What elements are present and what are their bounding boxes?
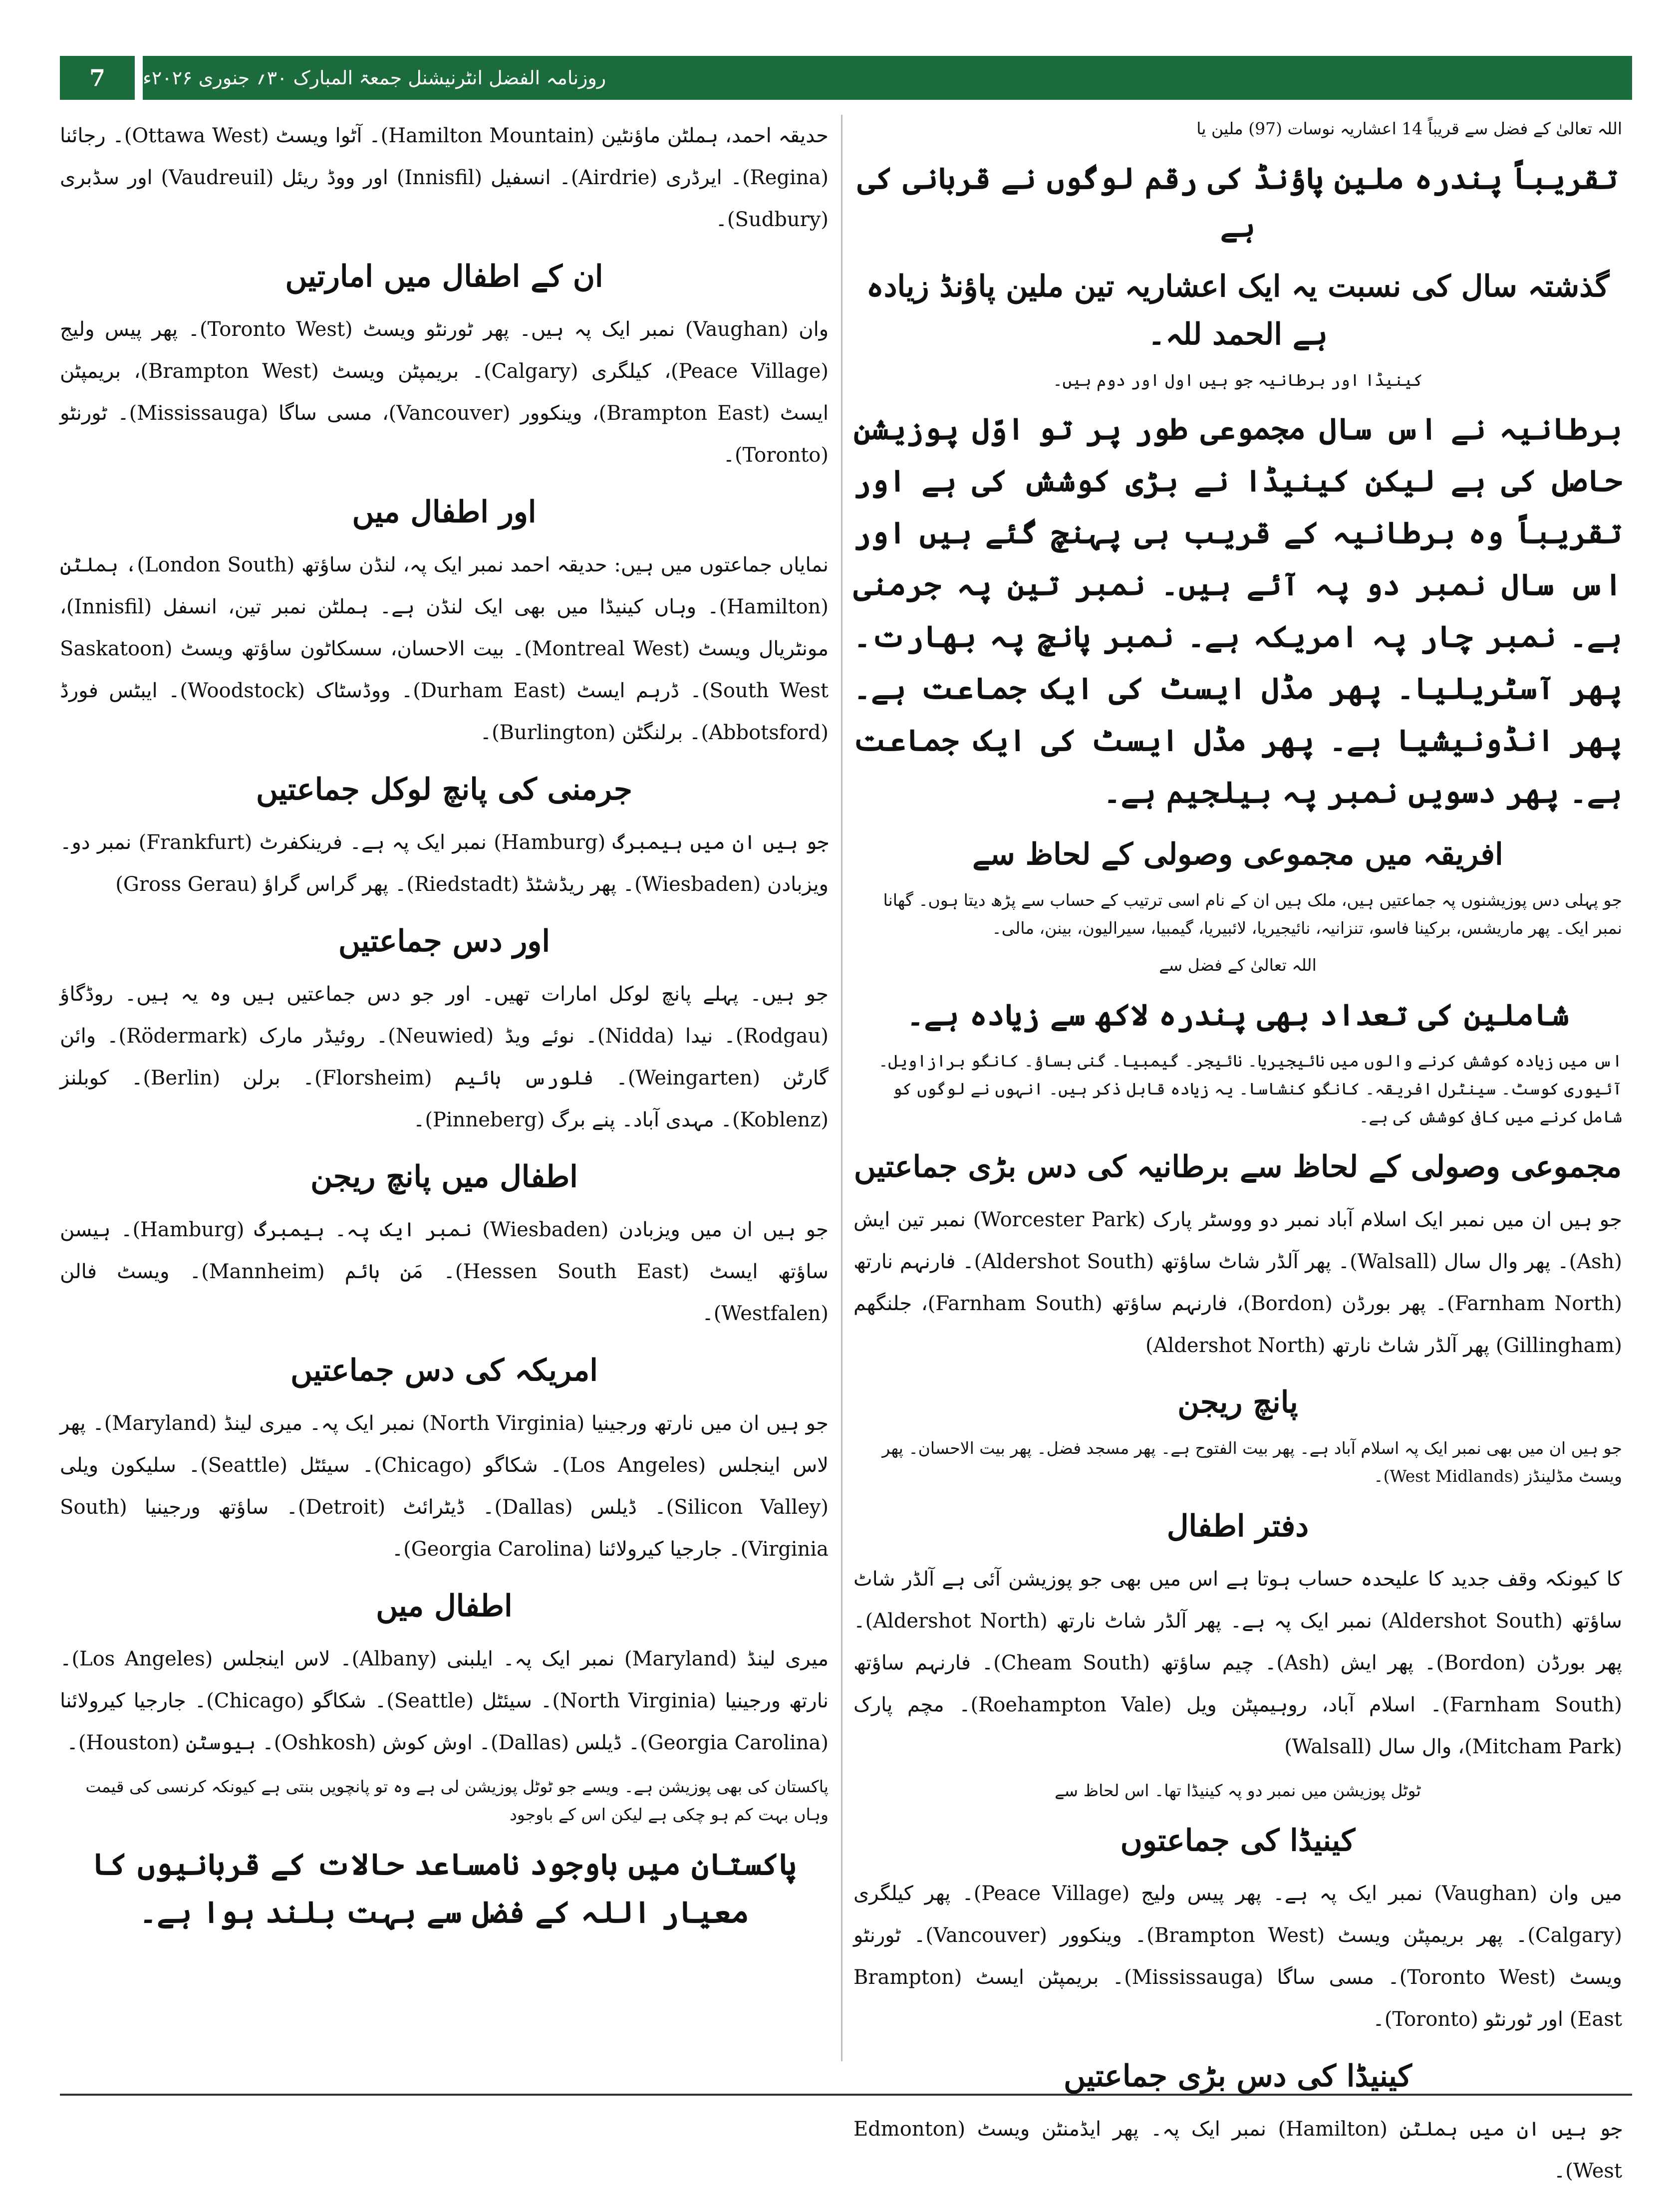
left-intro-paragraph: حدیقہ احمد، ہملٹن ماؤنٹین (Hamilton Mountain)۔ آٹوا ویسٹ (Ottawa West)۔ رجائنا (Regina)۔ ایرڈری (Airdrie)۔ انسفیل (Innisfil) اور ووڈ ریئل (Vaudreuil) اور سڈبری (Sudbury)۔ — [60, 124, 829, 231]
canada-ten-paragraph: جو ہیں ان میں ہملٹن (Hamilton) نمبر ایک پہ۔ پھر ایڈمنٹن ویسٹ (Edmonton West)۔ — [853, 2118, 1622, 2183]
heading-uk-ten: مجموعی وصولی کے لحاظ سے برطانیہ کی دس بڑی جماعتیں — [853, 1149, 1622, 1184]
heading-africa: افریقہ میں مجموعی وصولی کے لحاظ سے — [972, 837, 1503, 872]
heading-aur-atfal: اور اطفال میں — [352, 495, 537, 530]
heading-atfal-usa: اطفال میں — [376, 1589, 513, 1624]
heading-usa-ten: امریکہ کی دس جماعتیں — [290, 1353, 598, 1388]
masthead: روزنامہ الفضل انٹرنیشنل جمعۃ المبارک ۳۰؍ جنوری ۲۰۲۶ء — [143, 56, 1632, 100]
heading-atfal-five-regions: اطفال میں پانچ ریجن — [310, 1159, 578, 1194]
usa-ten-paragraph: جو ہیں ان میں نارتھ ورجینیا (North Virginia) نمبر ایک پہ۔ میری لینڈ (Maryland)۔ پھر لاس اینجلس (Los Angeles)۔ شکاگو (Chicago)۔ سیئٹل (Seattle)۔ سلیکون ویلی (Silicon Valley)۔ ڈیلس (Dallas)۔ ڈیٹرائٹ (Detroit)۔ ساؤتھ ورجینیا (South Virginia)۔ جارجیا کیرولائنا (Georgia Carolina)۔ — [60, 1412, 829, 1561]
canada-jamaats-paragraph: میں وان (Vaughan) نمبر ایک پہ ہے۔ پھر پیس ولیج (Peace Village)۔ پھر کیلگری (Calgary)۔ پھر بریمپٹن ویسٹ (Brampton West)۔ وینکوور (Vancouver)۔ ٹورنٹو ویسٹ (Toronto West)۔ مسی ساگا (Mississauga)۔ بریمپٹن ایسٹ (Brampton East) اور ٹورنٹو (Toronto)۔ — [853, 1882, 1622, 2031]
heading-canada-ten: کینیڈا کی دس بڑی جماعتیں — [1064, 2059, 1412, 2094]
atfal-five-regions-paragraph: جو ہیں ان میں ویزبادن (Wiesbaden) نمبر ایک پہ۔ ہیمبرگ (Hamburg)۔ ہیسن ساؤتھ ایسٹ (Hessen South East)۔ مَن ہائم (Mannheim)۔ ویسٹ فالن (Westfalen)۔ — [60, 1218, 829, 1325]
heading-five-regions: پانچ ریجن — [1177, 1385, 1298, 1420]
participants-paragraph: اس میں زیادہ کوشش کرنے والوں میں نائیجیریا۔ نائیجر۔ گیمبیا۔ گنی بساؤ۔ کانگو برازاویل۔ آئیوری کوسٹ۔ سینٹرل افریقہ۔ کانگو کنشاسا۔ یہ زیادہ قابل ذکر ہیں۔ انہوں نے لوگوں کو شامل کرنے میں کافی کوشش کی ہے۔ — [878, 1051, 1622, 1126]
right-column — [853, 115, 1623, 2183]
page-header — [60, 56, 1632, 100]
pakistan-paragraph: پاکستان کی بھی پوزیشن ہے۔ ویسے جو ٹوٹل پوزیشن لی ہے وہ تو پانچویں بنتی ہے کیونکہ کرنسی کی قیمت وہاں بہت کم ہو چکی ہے لیکن اس کے باوجود — [85, 1777, 829, 1824]
headline-increase: گذشتہ سال کی نسبت یہ ایک اعشاریہ تین ملین پاؤنڈ زیادہ ہے الحمد للہ۔ — [866, 269, 1610, 352]
heading-germany-five: جرمنی کی پانچ لوکل جماعتیں — [256, 772, 632, 807]
aur-das-paragraph: جو ہیں۔ پہلے پانچ لوکل امارات تھیں۔ اور جو دس جماعتیں ہیں وہ یہ ہیں۔ روڈگاؤ (Rodgau)۔ نیدا (Nidda)۔ نوئے ویڈ (Neuwied)۔ روئیڈر مارک (Rödermark)۔ وائن گارٹن (Weingarten)۔ فلورس ہائیم (Florsheim)۔ برلن (Berlin)۔ کوبلنز (Koblenz)۔ مہدی آباد۔ پنے برگ (Pinneberg)۔ — [60, 983, 829, 1131]
left-column — [60, 115, 829, 2071]
heading-aur-das: اور دس جماعتیں — [338, 924, 551, 959]
atfal-office-paragraph: کا کیونکہ وقف جدید کا علیحدہ حساب ہوتا ہے اس میں بھی جو پوزیشن آئی ہے آلڈر شاٹ ساؤتھ (Aldershot South) نمبر ایک پہ ہے۔ پھر آلڈر شاٹ نارتھ (Aldershot North)۔ پھر بورڈن (Bordon)۔ پھر ایش (Ash)۔ چیم ساؤتھ (Cheam South)۔ فارنہم ساؤتھ (Farnham South)۔ اسلام آباد، روہیمپٹن ویل (Roehampton Vale)۔ مچم پارک (Mitcham Park)، وال سال (Walsall) — [853, 1568, 1622, 1758]
canada-uk-note: کینیڈا اور برطانیہ جو ہیں اول اور دوم ہیں۔ — [1053, 370, 1423, 390]
atfal-office-note: ٹوٹل پوزیشن میں نمبر دو پہ کینیڈا تھا۔ اس لحاظ سے — [1055, 1781, 1421, 1800]
heading-atfal-office: دفتر اطفال — [1166, 1509, 1309, 1544]
africa-note: اللہ تعالیٰ کے فضل سے — [1159, 955, 1317, 975]
atfal-imarat-paragraph: وان (Vaughan) نمبر ایک پہ ہیں۔ پھر ٹورنٹو ویسٹ (Toronto West)۔ پھر پیس ولیج (Peace Village)، کیلگری (Calgary)۔ بریمپٹن ویسٹ (Brampton West)، بریمپٹن ایسٹ (Brampton East)، وینکوور (Vancouver)، مسی ساگا (Mississauga)۔ ٹورنٹو (Toronto)۔ — [60, 318, 829, 467]
atfal-usa-paragraph: میری لینڈ (Maryland) نمبر ایک پہ۔ ایلبنی (Albany)۔ لاس اینجلس (Los Angeles)۔ نارتھ ورجینیا (North Virginia)۔ سیئٹل (Seattle)۔ شکاگو (Chicago)۔ جارجیا کیرولائنا (Georgia Carolina)۔ ڈیلس (Dallas)۔ اوش کوش (Oshkosh)۔ ہیوسٹن (Houston)۔ — [60, 1647, 829, 1754]
aur-atfal-paragraph: نمایاں جماعتوں میں ہیں: حدیقہ احمد نمبر ایک پہ، لنڈن ساؤتھ (London South)، ہملٹن (Hamilton)۔ وہاں کینیڈا میں بھی ایک لنڈن ہے۔ ہملٹن نمبر تین، انسفل (Innisfil)، مونٹریال ویسٹ (Montreal West)۔ بیت الاحسان، سسکاٹون ساؤتھ ویسٹ (Saskatoon South West)۔ ڈرہم ایسٹ (Durham East)۔ ووڈسٹاک (Woodstock)۔ ایبٹس فورڈ (Abbotsford)۔ برلنگٹن (Burlington)۔ — [60, 553, 829, 744]
page-number: 7 — [60, 56, 135, 100]
intro-line: اللہ تعالیٰ کے فضل سے قریباً 14 اعشاریہ نوسات (97) ملین یا — [1196, 119, 1622, 138]
closing-headline: پاکستان میں باوجود نامساعد حالات کے قربانیوں کا معیار اللہ کے فضل سے بہت بلند ہوا ہے۔ — [92, 1847, 797, 1930]
germany-five-paragraph: جو ہیں ان میں ہیمبرگ (Hamburg) نمبر ایک پہ ہے۔ فرینکفرٹ (Frankfurt) نمبر دو۔ ویزبادن (Wiesbaden)۔ پھر ریڈشٹڈ (Riedstadt)۔ پھر گراس گراؤ (Gross Gerau) — [60, 831, 829, 896]
lead-paragraph: برطانیہ نے اس سال مجموعی طور پر تو اوّل پوزیشن حاصل کی ہے لیکن کینیڈا نے بڑی کوشش کی ہے اور تقریباً وہ برطانیہ کے قریب ہی پہنچ گئے ہیں اور اس سال نمبر دو پہ آئے ہیں۔ نمبر تین پہ جرمنی ہے۔ نمبر چار پہ امریکہ ہے۔ نمبر پانچ پہ بھارت۔ پھر آسٹریلیا۔ پھر مڈل ایسٹ کی ایک جماعت ہے۔ پھر انڈونیشیا ہے۔ پھر مڈل ایسٹ کی ایک جماعت ہے۔ پھر دسویں نمبر پہ بیلجیم ہے۔ — [853, 412, 1622, 810]
heading-canada-jamaats: کینیڈا کی جماعتوں — [1120, 1823, 1356, 1858]
heading-participants: شاملین کی تعداد بھی پندرہ لاکھ سے زیادہ ہے۔ — [906, 998, 1569, 1033]
heading-atfal-imarat: ان کے اطفال میں امارتیں — [285, 259, 603, 294]
five-regions-paragraph: جو ہیں ان میں بھی نمبر ایک پہ اسلام آباد ہے۔ پھر بیت الفتوح ہے۔ پھر مسجد فضل۔ پھر بیت الاحسان۔ پھر ویسٹ مڈلینڈز (West Midlands)۔ — [882, 1438, 1622, 1486]
footer-rule — [60, 2094, 1632, 2096]
column-divider — [841, 115, 842, 2061]
africa-paragraph: جو پہلی دس پوزیشنوں پہ جماعتیں ہیں، ملک ہیں ان کے نام اسی ترتیب کے حساب سے پڑھ دیتا ہوں۔ گھانا نمبر ایک۔ پھر ماریشس، برکینا فاسو، تنزانیہ، نائیجیریا، لائبیریا، گیمبیا، سیرالیون، بینن، مالی۔ — [883, 890, 1622, 938]
uk-ten-paragraph: جو ہیں ان میں نمبر ایک اسلام آباد نمبر دو ووسٹر پارک (Worcester Park) نمبر تین ایش (Ash)۔ پھر وال سال (Walsall)۔ پھر آلڈر شاٹ ساؤتھ (Aldershot South)۔ فارنہم نارتھ (Farnham North)۔ پھر بورڈن (Bordon)، فارنہم ساؤتھ (Farnham South)، جلنگھم (Gillingham) پھر آلڈر شاٹ نارتھ (Aldershot North) — [853, 1208, 1623, 1357]
headline-fifteen-million: تقریباً پندرہ ملین پاؤنڈ کی رقم لوگوں نے قربانی کی ہے — [857, 161, 1618, 244]
